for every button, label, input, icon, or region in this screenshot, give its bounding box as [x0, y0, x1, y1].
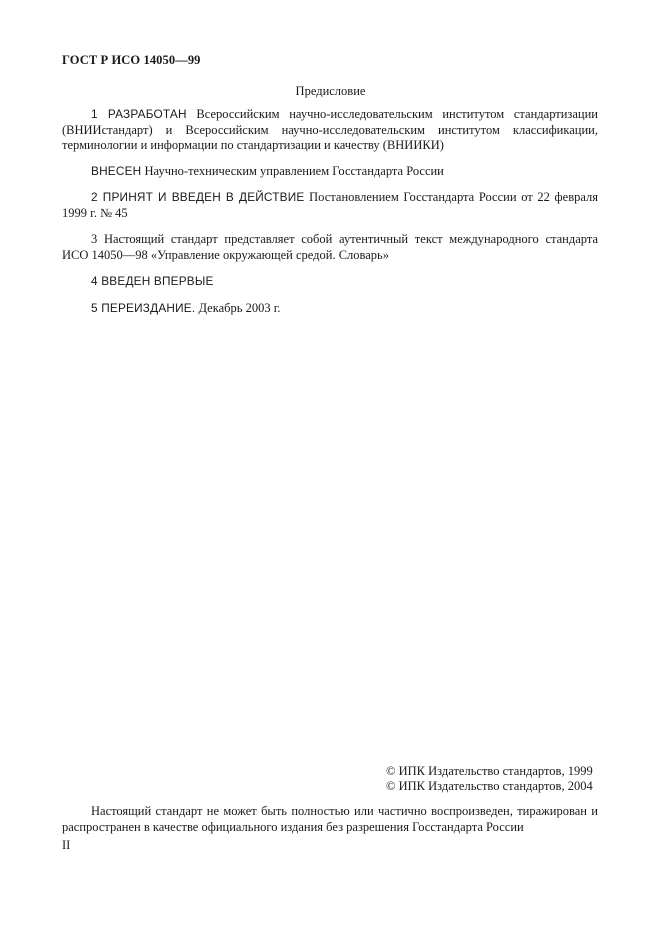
- paragraph-text: Научно-техническим управлением Госстандарта России: [141, 164, 444, 178]
- paragraph-text: Декабрь 2003 г.: [195, 301, 281, 315]
- copyright-line-1999: © ИПК Издательство стандартов, 1999: [386, 764, 593, 778]
- document-code-header: ГОСТ Р ИСО 14050—99: [62, 53, 201, 67]
- reproduction-notice: Настоящий стандарт не может быть полностью или частично воспроизведен, тиражирован и распространен в качестве официального издания без разрешения Госстандарта России: [62, 804, 598, 834]
- paragraph-lead: 2 ПРИНЯТ И ВВЕДЕН В ДЕЙСТВИЕ: [91, 190, 305, 204]
- paragraph-lead: 4 ВВЕДЕН ВПЕРВЫЕ: [91, 274, 214, 288]
- paragraph-lead: 5 ПЕРЕИЗДАНИЕ.: [91, 301, 196, 315]
- paragraph-authentic-text: [62, 232, 598, 263]
- copyright-line-2004: © ИПК Издательство стандартов, 2004: [386, 779, 593, 793]
- paragraph-introduced: [62, 164, 598, 180]
- section-title: Предисловие: [295, 84, 366, 98]
- paragraph-reissue: [62, 301, 598, 317]
- paragraph-text: Всероссийским научно-исследовательским институтом стандартизации (ВНИИстандарт) и Всероссийским научно-исследовательским институтом классификации, терминологии и информации по стандартизации и качеству (ВНИИКИ): [62, 107, 598, 153]
- paragraph-lead: ВНЕСЕН: [91, 164, 142, 178]
- paragraph-developed: [62, 107, 598, 154]
- page-number: II: [62, 838, 71, 852]
- paragraph-text: 3 Настоящий стандарт представляет собой аутентичный текст международного стандарта ИСО 14050—98 «Управление окружающей средой. Словарь»: [62, 232, 598, 262]
- paragraph-lead: 1 РАЗРАБОТАН: [91, 107, 187, 121]
- paragraph-adopted: [62, 190, 598, 221]
- paragraph-first-introduced: [62, 274, 598, 290]
- paragraph-text: Постановлением Госстандарта России от 22 февраля 1999 г. № 45: [62, 190, 598, 220]
